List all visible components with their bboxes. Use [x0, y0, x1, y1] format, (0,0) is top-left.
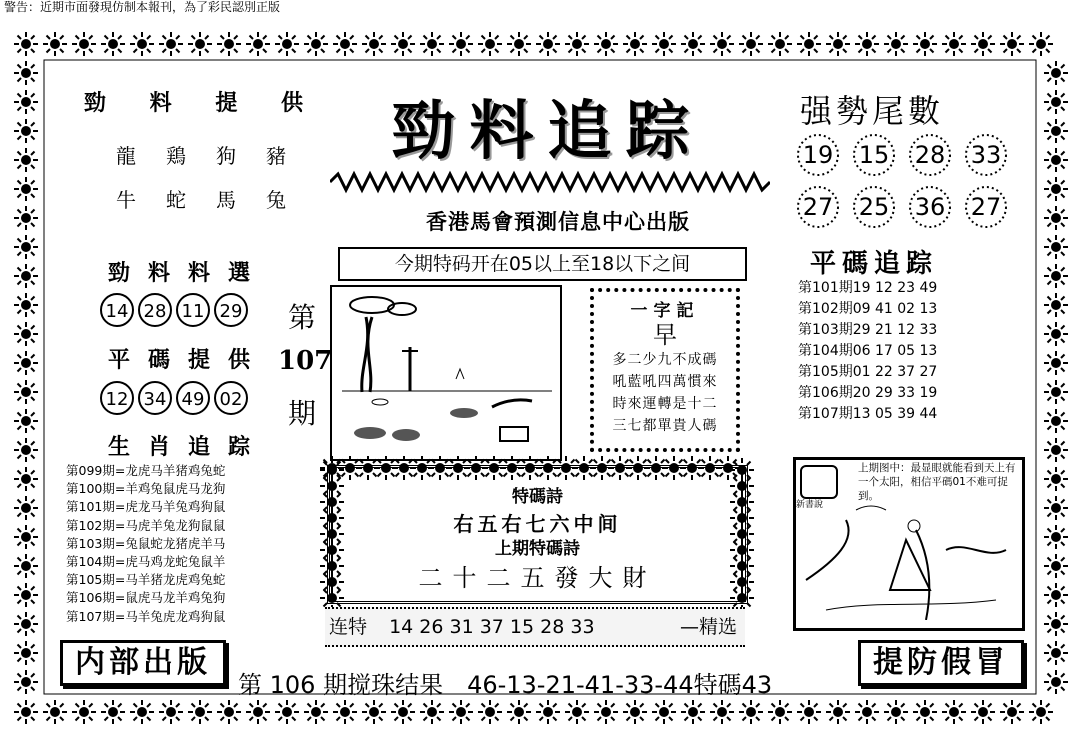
sun-icon	[826, 32, 850, 56]
guess-suffix: —精选	[679, 616, 737, 638]
sun-icon	[188, 32, 212, 56]
list-item: 第103期=兔鼠蛇龙猪虎羊马	[66, 535, 226, 551]
sun-icon	[275, 700, 299, 724]
list-item: 第101期=虎龙马羊兔鸡狗鼠	[66, 499, 226, 515]
sun-icon	[1044, 380, 1068, 404]
sun-icon	[101, 32, 125, 56]
sun-icon	[14, 293, 38, 317]
zigzag-divider	[330, 170, 770, 194]
flat-number: 49	[176, 381, 210, 415]
sun-icon	[594, 700, 618, 724]
sun-icon	[1044, 351, 1068, 375]
sun-icon	[1044, 322, 1068, 346]
special-poem-box	[327, 465, 748, 604]
sun-icon	[14, 61, 38, 85]
sun-icon	[449, 700, 473, 724]
flat-number: 12	[100, 381, 134, 415]
sun-icon	[304, 700, 328, 724]
sun-icon	[971, 700, 995, 724]
sun-icon	[101, 700, 125, 724]
list-item: 第100期=羊鸡兔鼠虎马龙狗	[66, 481, 226, 497]
sun-icon	[594, 32, 618, 56]
sun-icon	[14, 380, 38, 404]
tail-number: 19	[802, 141, 834, 169]
sun-icon	[1044, 467, 1068, 491]
main-title: 勁料追踪	[391, 94, 704, 169]
guess-label: 连特	[329, 616, 368, 638]
sun-icon	[14, 322, 38, 346]
sun-icon	[942, 32, 966, 56]
period-suffix: 期	[288, 397, 317, 430]
sun-icon	[1044, 148, 1068, 172]
beware-badge: 提防假冒	[858, 640, 1024, 686]
cartoon-caption: 上期图中：最显眼就能看到天上有一个太阳，相信平碼01不难可捉到。	[858, 462, 1016, 502]
poem-title: 一字記	[630, 301, 700, 321]
sun-icon	[391, 32, 415, 56]
sun-icon	[217, 700, 241, 724]
sun-icon	[565, 700, 589, 724]
subtitle: 香港馬會預測信息中心出版	[426, 210, 690, 234]
sun-icon	[768, 32, 792, 56]
sun-icon	[72, 700, 96, 724]
sun-icon	[652, 32, 676, 56]
sun-icon	[681, 700, 705, 724]
sun-icon	[681, 32, 705, 56]
sun-icon	[304, 32, 328, 56]
sun-icon	[362, 700, 386, 724]
sun-icon	[275, 32, 299, 56]
sun-icon	[1044, 177, 1068, 201]
sun-icon	[623, 32, 647, 56]
list-item: 第102期09 41 02 13	[798, 301, 938, 317]
poem-line: 三七都單貴人碼	[612, 418, 718, 434]
sun-icon	[72, 32, 96, 56]
sun-icon	[855, 700, 879, 724]
zodiac-track-title: 生肖追踪	[108, 434, 269, 460]
sun-icon	[478, 32, 502, 56]
sun-icon	[942, 700, 966, 724]
sun-icon	[1044, 525, 1068, 549]
pick-number: 11	[176, 293, 210, 327]
sun-icon	[1000, 700, 1024, 724]
poem-line: 時來運轉是十二	[612, 396, 718, 412]
list-item: 第106期20 29 33 19	[798, 385, 938, 401]
sun-icon	[1044, 438, 1068, 462]
pick-number: 14	[100, 293, 134, 327]
sun-icon	[1044, 206, 1068, 230]
poem-line: 多二少九不成碼	[612, 352, 718, 368]
flat-number: 34	[138, 381, 172, 415]
sun-icon	[333, 32, 357, 56]
sun-icon	[14, 177, 38, 201]
flat-track-list	[798, 278, 937, 425]
sun-icon	[884, 32, 908, 56]
tail-number: 25	[858, 193, 890, 221]
sun-icon	[14, 641, 38, 665]
sun-icon	[14, 467, 38, 491]
illustration	[330, 285, 562, 461]
zodiac-row-2: 牛蛇馬兔	[116, 188, 316, 212]
sun-icon	[884, 700, 908, 724]
logo-text: 新書說	[796, 500, 824, 510]
tail-number: 27	[970, 193, 1002, 221]
sun-icon	[1044, 409, 1068, 433]
sun-icon	[739, 32, 763, 56]
sun-icon	[14, 700, 38, 724]
sun-icon	[768, 700, 792, 724]
sun-icon	[1044, 583, 1068, 607]
sun-icon	[710, 700, 734, 724]
guess-row	[325, 607, 745, 647]
sun-icon	[1029, 700, 1053, 724]
list-item: 第099期=龙虎马羊猪鸡兔蛇	[66, 463, 226, 478]
sun-icon	[1044, 496, 1068, 520]
sun-icon	[1044, 119, 1068, 143]
sun-icon	[1044, 612, 1068, 636]
sun-icon	[797, 700, 821, 724]
poem-line: 吼藍吼四萬慣來	[612, 374, 718, 390]
sun-icon	[1044, 235, 1068, 259]
tail-title: 强勢尾數	[800, 92, 945, 130]
tail-number: 33	[970, 141, 1002, 169]
zodiac-track-list	[66, 462, 225, 626]
sun-icon	[246, 700, 270, 724]
sun-icon	[14, 235, 38, 259]
special-line-1: 右五右七六中间	[453, 512, 622, 536]
sun-icon	[159, 32, 183, 56]
list-item: 第103期29 21 12 33	[798, 322, 938, 338]
pick-number: 29	[214, 293, 248, 327]
sun-icon	[14, 148, 38, 172]
sun-icon	[14, 612, 38, 636]
sun-icon	[913, 700, 937, 724]
sun-icon	[14, 206, 38, 230]
draw-result: 第 106 期搅珠结果 46-13-21-41-33-44特碼43	[238, 671, 773, 699]
sun-icon	[14, 554, 38, 578]
list-item: 第105期=马羊猪龙虎鸡兔蛇	[66, 572, 226, 588]
list-item: 第105期01 22 37 27	[798, 364, 938, 380]
flat-numbers	[100, 381, 252, 415]
sun-icon	[623, 700, 647, 724]
sun-icon	[565, 32, 589, 56]
sun-icon	[652, 700, 676, 724]
sun-icon	[130, 700, 154, 724]
period-number: 107	[278, 346, 333, 376]
list-item: 第107期13 05 39 44	[798, 406, 938, 422]
sun-icon	[14, 496, 38, 520]
sun-icon	[43, 32, 67, 56]
sun-icon	[420, 32, 444, 56]
sun-icon	[971, 32, 995, 56]
flat-title: 平碼提供	[108, 347, 269, 373]
list-item: 第101期19 12 23 49	[798, 280, 938, 296]
sun-icon	[14, 264, 38, 288]
sun-icon	[507, 700, 531, 724]
sun-icon	[246, 32, 270, 56]
left-title: 勁 料 提 供	[84, 90, 321, 116]
pick-numbers	[100, 293, 252, 327]
sun-icon	[1029, 32, 1053, 56]
sun-icon	[14, 670, 38, 694]
sun-icon	[14, 583, 38, 607]
sun-icon	[797, 32, 821, 56]
tail-numbers	[795, 135, 1010, 235]
warning-text: 警告：近期市面發現仿制本報刊，為了彩民認別正版	[4, 0, 281, 14]
sun-icon	[159, 700, 183, 724]
period-prefix: 第	[288, 301, 317, 334]
sun-icon	[14, 90, 38, 114]
sun-icon	[217, 32, 241, 56]
sun-icon	[1044, 61, 1068, 85]
sun-icon	[14, 351, 38, 375]
sun-icon	[188, 700, 212, 724]
special-title-2: 上期特碼詩	[495, 539, 580, 559]
sun-icon	[449, 32, 473, 56]
internal-badge: 内部出版	[60, 640, 226, 686]
sun-icon	[826, 700, 850, 724]
sun-icon	[333, 700, 357, 724]
sun-icon	[478, 700, 502, 724]
sun-icon	[1044, 293, 1068, 317]
sun-icon	[855, 32, 879, 56]
list-item: 第106期=鼠虎马龙羊鸡兔狗	[66, 590, 226, 606]
list-item: 第102期=马虎羊兔龙狗鼠鼠	[66, 517, 226, 533]
special-line-2: 二十二五發大財	[418, 564, 657, 592]
tail-number: 28	[914, 141, 946, 169]
tail-number: 36	[914, 193, 946, 221]
sun-icon	[420, 700, 444, 724]
sun-icon	[14, 409, 38, 433]
tail-number: 27	[802, 193, 834, 221]
pick-title: 勁料料選	[108, 260, 269, 286]
sun-icon	[913, 32, 937, 56]
sun-icon	[14, 119, 38, 143]
sun-icon	[1044, 264, 1068, 288]
sun-icon	[362, 32, 386, 56]
logo-icon	[800, 465, 838, 499]
sun-icon	[391, 700, 415, 724]
tail-number: 15	[858, 141, 890, 169]
guess-numbers: 14 26 31 37 15 28 33	[389, 616, 595, 638]
sun-icon	[1044, 641, 1068, 665]
sun-icon	[1044, 670, 1068, 694]
special-title-1: 特碼詩	[512, 487, 563, 507]
range-box: 今期特码开在05以上至18以下之间	[338, 247, 747, 281]
sun-icon	[536, 32, 560, 56]
sun-icon	[1000, 32, 1024, 56]
sun-icon	[536, 700, 560, 724]
zodiac-row-1: 龍鶏狗豬	[116, 144, 316, 168]
sun-icon	[14, 525, 38, 549]
poem-char: 早	[653, 321, 677, 349]
poem-box	[590, 288, 740, 452]
sun-icon	[739, 700, 763, 724]
sun-icon	[43, 700, 67, 724]
sun-icon	[1044, 90, 1068, 114]
sun-icon	[507, 32, 531, 56]
flat-track-title: 平碼追踪	[810, 249, 939, 279]
sun-icon	[710, 32, 734, 56]
sun-icon	[130, 32, 154, 56]
sun-icon	[1044, 554, 1068, 578]
flat-number: 02	[214, 381, 248, 415]
list-item: 第104期=虎马鸡龙蛇兔鼠羊	[66, 554, 226, 570]
sun-icon	[14, 32, 38, 56]
pick-number: 28	[138, 293, 172, 327]
list-item: 第107期=马羊兔虎龙鸡狗鼠	[66, 608, 226, 624]
sun-icon	[14, 438, 38, 462]
list-item: 第104期06 17 05 13	[798, 343, 938, 359]
